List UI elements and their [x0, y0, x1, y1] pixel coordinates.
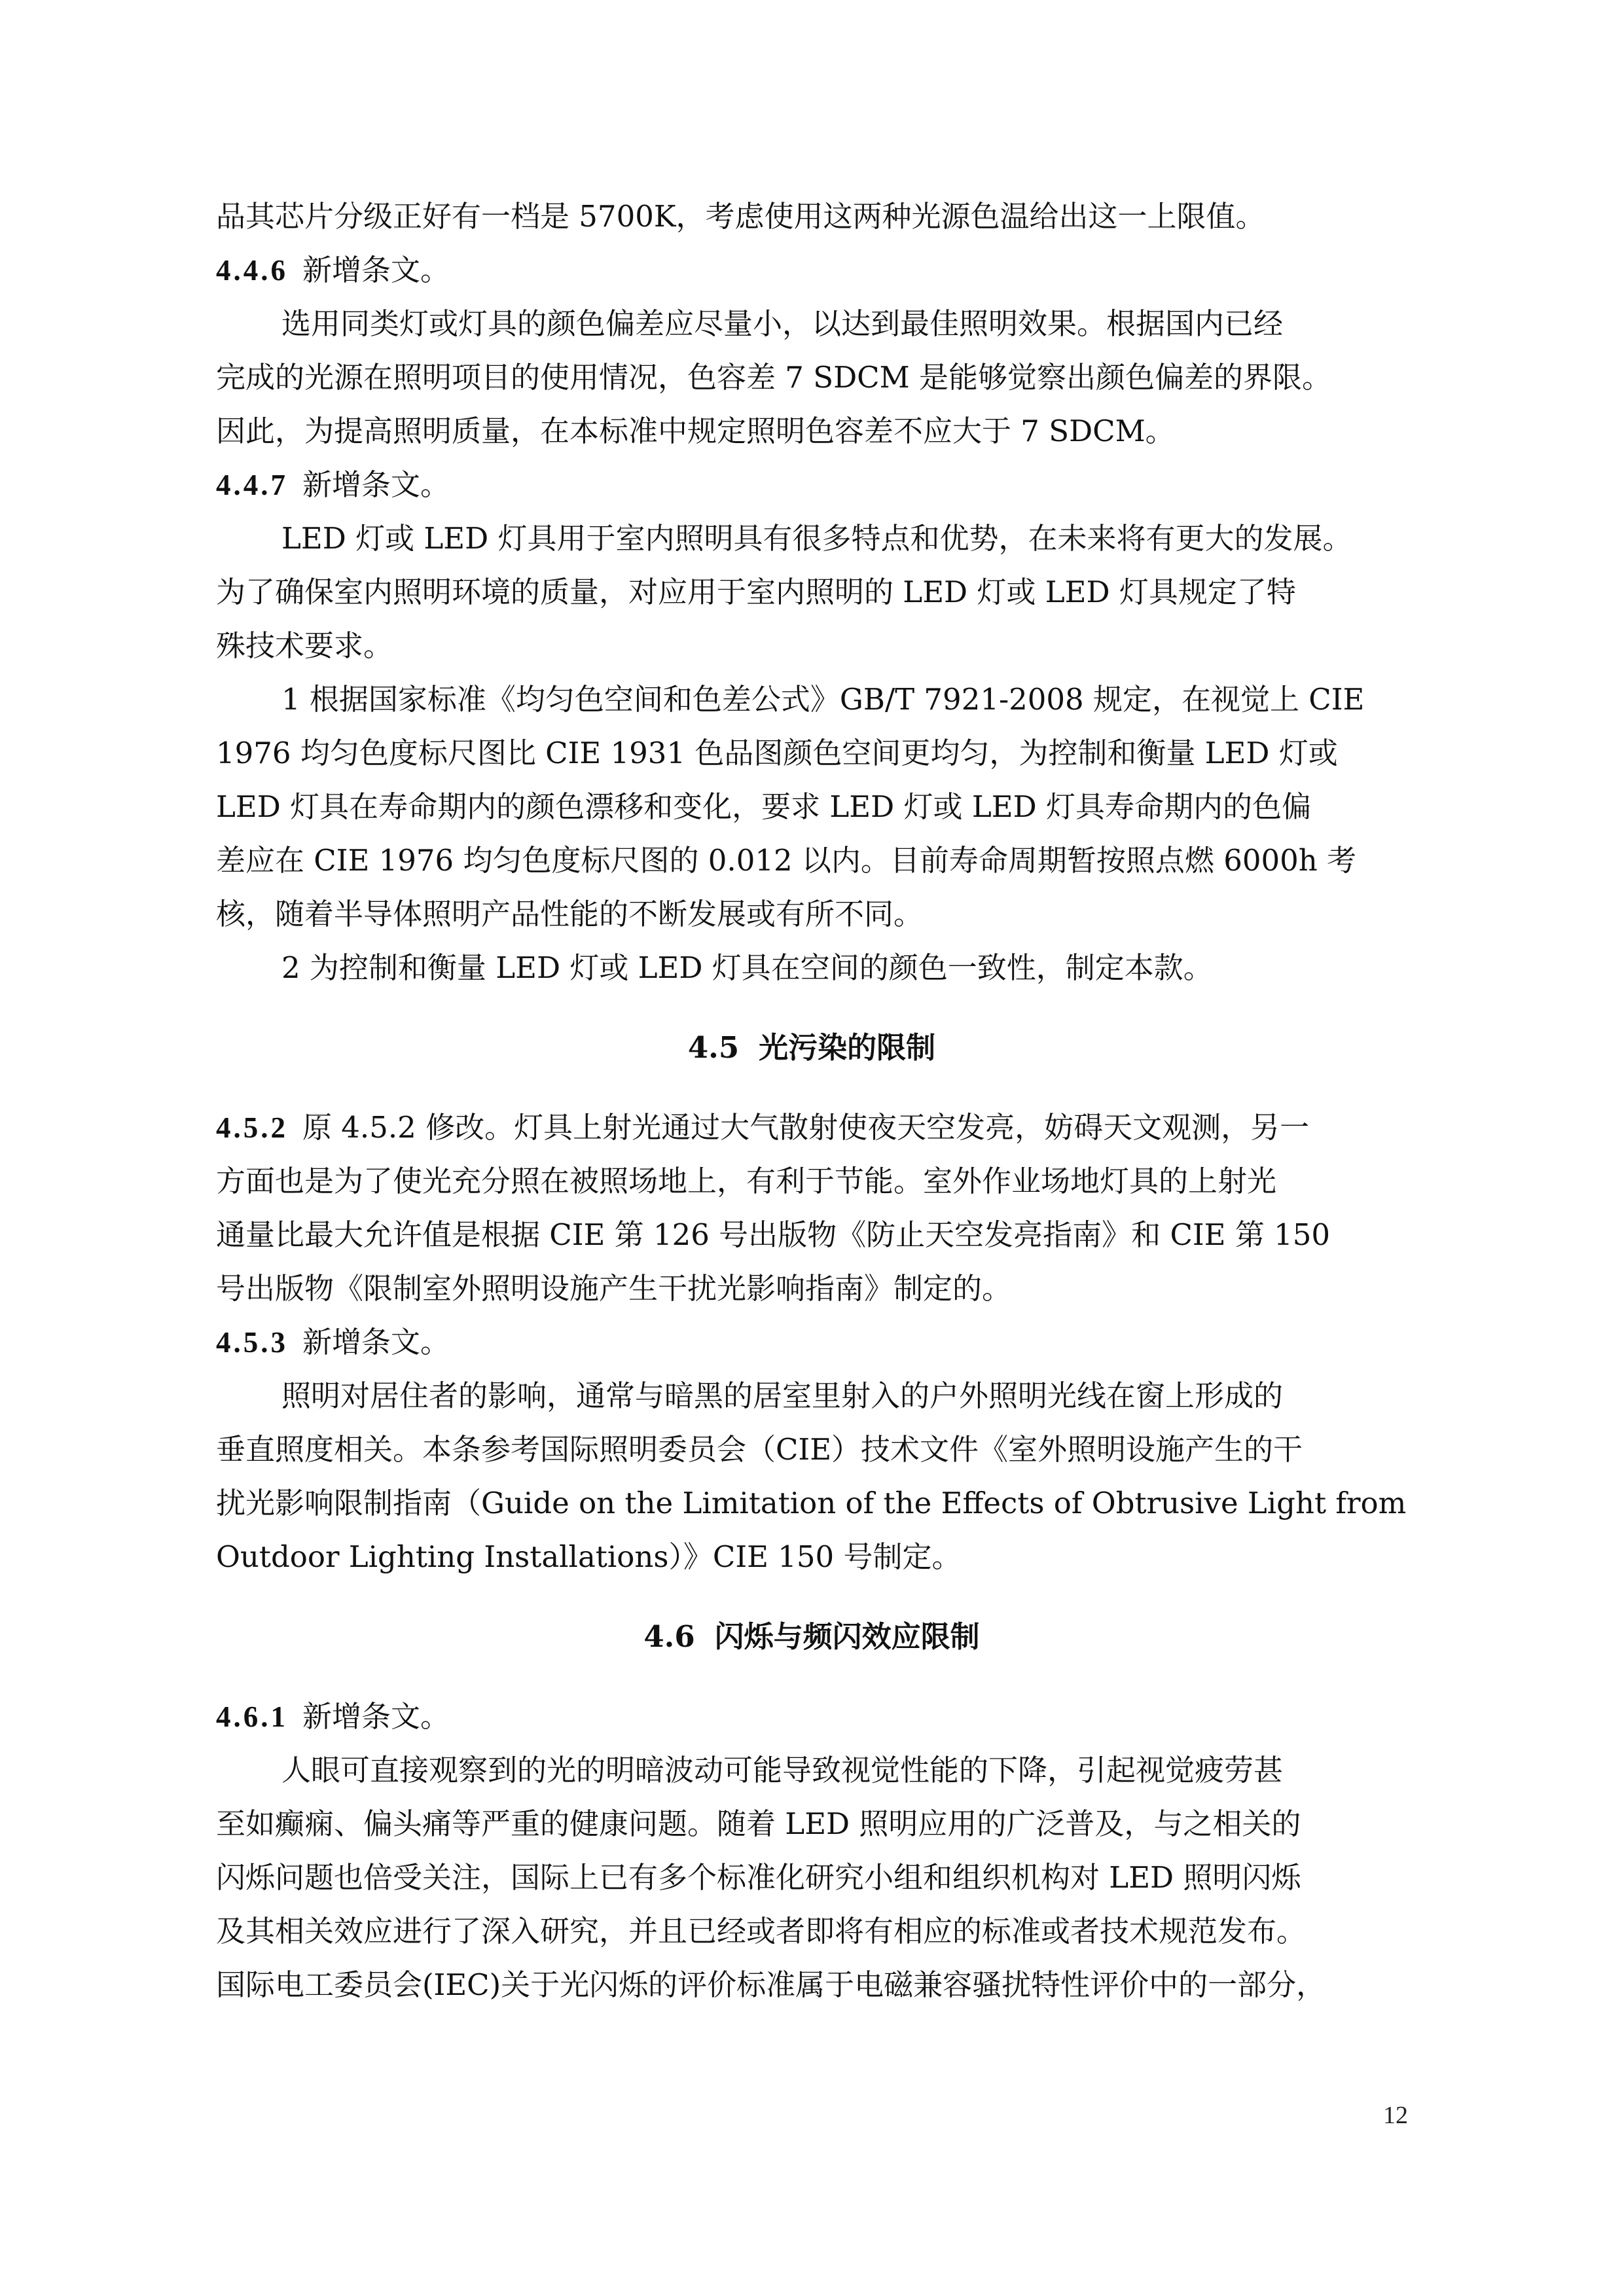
paragraph-line: 选用同类灯或灯具的颜色偏差应尽量小，以达到最佳照明效果。根据国内已经	[281, 306, 1284, 341]
paragraph-line: LED 灯或 LED 灯具用于室内照明具有很多特点和优势，在未来将有更大的发展。	[281, 521, 1352, 556]
section-number: 4.6	[643, 1619, 695, 1654]
clause-heading	[216, 458, 1407, 512]
document-page	[216, 190, 1407, 2012]
paragraph-line: Outdoor Lighting Installations）》CIE 150 号制定。	[216, 1539, 962, 1574]
section-heading	[216, 1021, 1407, 1075]
paragraph-line: 品其芯片分级正好有一档是 5700K，考虑使用这两种光源色温给出这一上限值。	[216, 199, 1265, 234]
clause-heading	[216, 1690, 1407, 1744]
clause-label: 新增条文。	[302, 1325, 450, 1359]
paragraph-line: 通量比最大允许值是根据 CIE 第 126 号出版物《防止天空发亮指南》和 CIE 第 150	[216, 1217, 1331, 1252]
paragraph-line: 扰光影响限制指南（Guide on the Limitation of the Effects of Obtrusive Light from	[216, 1486, 1407, 1520]
clause-label: 新增条文。	[302, 1699, 450, 1734]
paragraph-line: 为了确保室内照明环境的质量，对应用于室内照明的 LED 灯或 LED 灯具规定了特	[216, 575, 1296, 609]
clause-heading	[216, 243, 1407, 297]
list-item-line: 核，随着半导体照明产品性能的不断发展或有所不同。	[216, 897, 924, 931]
paragraph-line: 因此，为提高照明质量，在本标准中规定照明色容差不应大于 7 SDCM。	[216, 414, 1175, 448]
section-title: 光污染的限制	[759, 1030, 936, 1065]
paragraph-line: 垂直照度相关。本条参考国际照明委员会（CIE）技术文件《室外照明设施产生的干	[216, 1432, 1303, 1467]
paragraph-line: 方面也是为了使光充分照在被照场地上，有利于节能。室外作业场地灯具的上射光	[216, 1164, 1277, 1198]
clause-number: 4.5.2	[216, 1111, 288, 1144]
clause-number: 4.4.7	[216, 469, 288, 501]
paragraph-line: 殊技术要求。	[216, 628, 393, 663]
clause-heading	[216, 1101, 1407, 1155]
clause-text: 原 4.5.2 修改。灯具上射光通过大气散射使夜天空发亮，妨碍天文观测，另一	[302, 1110, 1310, 1145]
paragraph-line: 国际电工委员会(IEC)关于光闪烁的评价标准属于电磁兼容骚扰特性评价中的一部分，	[216, 1967, 1326, 2002]
clause-label: 新增条文。	[302, 253, 450, 287]
list-item-line: 差应在 CIE 1976 均匀色度标尺图的 0.012 以内。目前寿命周期暂按照点燃 6000h 考	[216, 843, 1357, 878]
section-heading	[216, 1610, 1407, 1664]
page-number: 12	[1383, 2102, 1408, 2129]
list-item-line: 1 根据国家标准《均匀色空间和色差公式》GB/T 7921-2008 规定，在视觉上 CIE	[281, 682, 1365, 717]
clause-number: 4.5.3	[216, 1326, 288, 1359]
clause-number: 4.6.1	[216, 1700, 288, 1733]
paragraph-line: 至如癫痫、偏头痛等严重的健康问题。随着 LED 照明应用的广泛普及，与之相关的	[216, 1806, 1301, 1841]
list-item-line: 1976 均匀色度标尺图比 CIE 1931 色品图颜色空间更均匀，为控制和衡量 LED 灯或	[216, 736, 1338, 770]
clause-label: 新增条文。	[302, 467, 450, 502]
section-number: 4.5	[687, 1030, 740, 1065]
paragraph-line: 完成的光源在照明项目的使用情况，色容差 7 SDCM 是能够觉察出颜色偏差的界限。	[216, 360, 1331, 395]
list-item-line: LED 灯具在寿命期内的颜色漂移和变化，要求 LED 灯或 LED 灯具寿命期内的色偏	[216, 789, 1311, 824]
paragraph-line: 照明对居住者的影响，通常与暗黑的居室里射入的户外照明光线在窗上形成的	[281, 1378, 1284, 1413]
paragraph-line: 号出版物《限制室外照明设施产生干扰光影响指南》制定的。	[216, 1271, 1012, 1306]
clause-number: 4.4.6	[216, 254, 288, 287]
paragraph-line: 及其相关效应进行了深入研究，并且已经或者即将有相应的标准或者技术规范发布。	[216, 1914, 1307, 1948]
section-title: 闪烁与频闪效应限制	[714, 1619, 980, 1654]
clause-heading	[216, 1316, 1407, 1369]
paragraph-line: 人眼可直接观察到的光的明暗波动可能导致视觉性能的下降，引起视觉疲劳甚	[281, 1753, 1284, 1787]
paragraph-line: 闪烁问题也倍受关注，国际上已有多个标准化研究小组和组织机构对 LED 照明闪烁	[216, 1860, 1301, 1895]
list-item-line: 2 为控制和衡量 LED 灯或 LED 灯具在空间的颜色一致性，制定本款。	[281, 950, 1213, 985]
